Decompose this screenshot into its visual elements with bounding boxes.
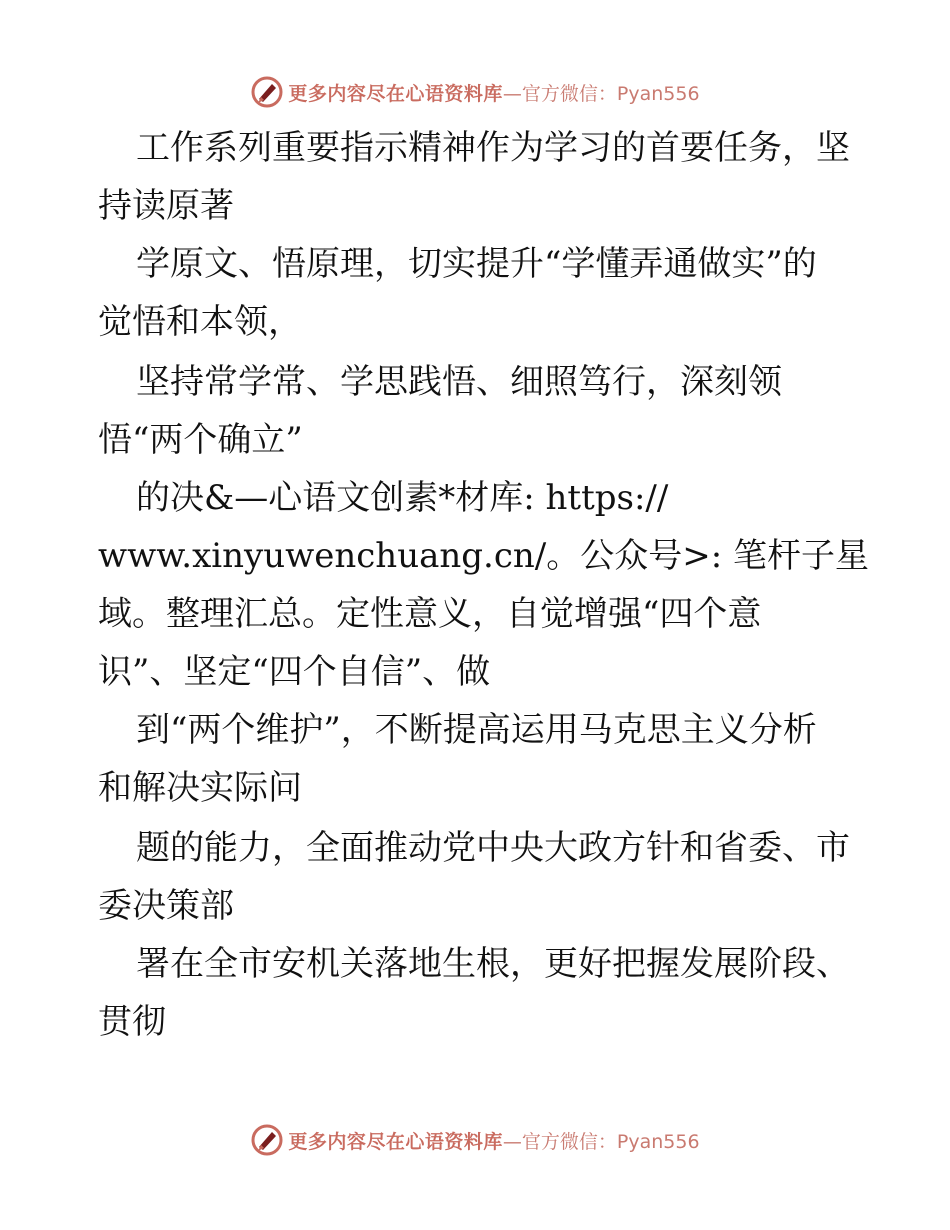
body-line: 坚持常学常、学思践悟、细照笃行，深刻领 bbox=[136, 362, 782, 402]
body-line: 贯彻 bbox=[98, 1002, 166, 1042]
body-line: 识”、坚定“四个自信”、做 bbox=[98, 652, 491, 692]
body-line: 题的能力，全面推动党中央大政方针和省委、市 bbox=[136, 828, 850, 868]
pen-nib-logo-icon bbox=[250, 1123, 284, 1157]
footer-banner bbox=[0, 1120, 950, 1160]
header-banner bbox=[0, 72, 950, 112]
footer-title: 更多内容尽在心语资料库 bbox=[288, 1130, 503, 1153]
body-line: 觉悟和本领， bbox=[98, 302, 302, 342]
header-title: 更多内容尽在心语资料库 bbox=[288, 82, 503, 105]
body-line: 学原文、悟原理，切实提升“学懂弄通做实”的 bbox=[136, 244, 817, 284]
footer-subtitle: —官方微信：Pyan556 bbox=[502, 1130, 700, 1153]
header-subtitle: —官方微信：Pyan556 bbox=[502, 82, 700, 105]
body-line: 委决策部 bbox=[98, 886, 234, 926]
body-line: 持读原著 bbox=[98, 186, 234, 226]
body-line: 悟“两个确立” bbox=[98, 420, 303, 460]
body-line: 域。整理汇总。定性意义，自觉增强“四个意 bbox=[98, 594, 762, 634]
body-line: 工作系列重要指示精神作为学习的首要任务，坚 bbox=[136, 128, 850, 168]
body-line: www.xinyuwenchuang.cn/。公众号>: 笔杆子星 bbox=[98, 536, 869, 576]
body-line: 署在全市安机关落地生根，更好把握发展阶段、 bbox=[136, 944, 850, 984]
body-line: 的决&—心语文创素*材库: https:// bbox=[136, 478, 669, 518]
body-line: 到“两个维护”，不断提高运用马克思主义分析 bbox=[136, 710, 817, 750]
pen-nib-logo-icon bbox=[250, 75, 284, 109]
body-line: 和解决实际问 bbox=[98, 768, 302, 808]
